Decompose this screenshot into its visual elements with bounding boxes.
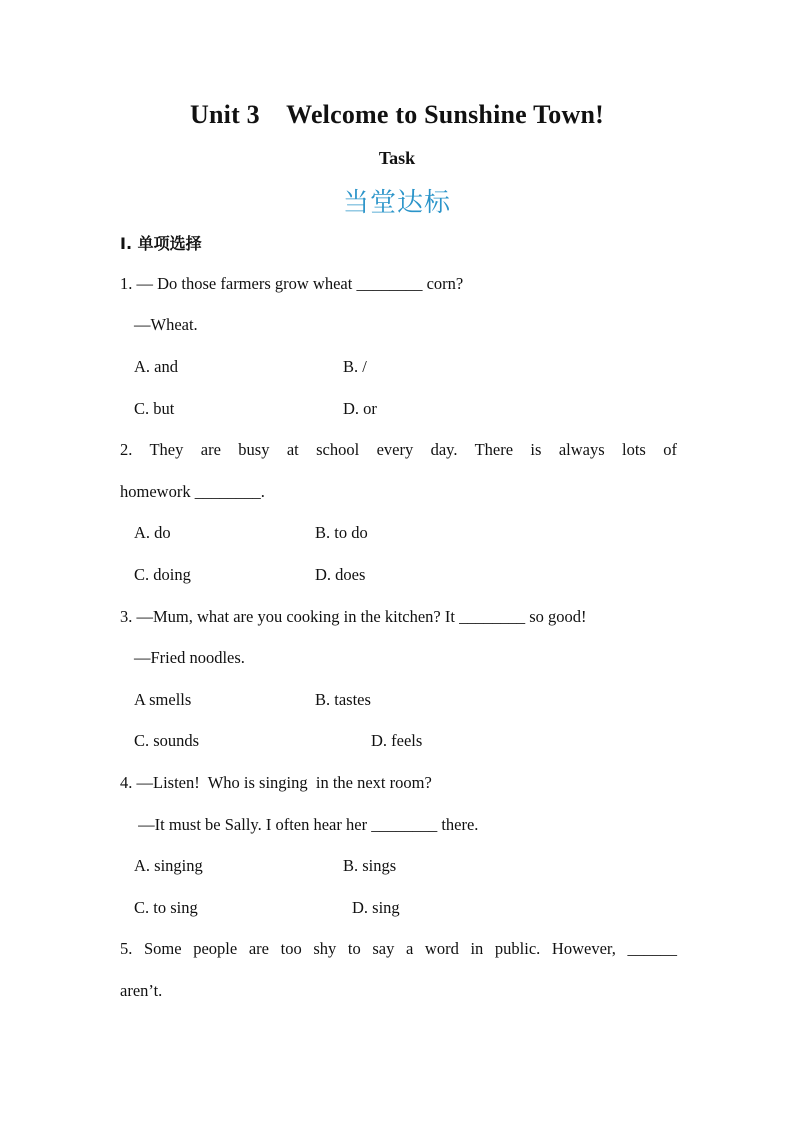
question-4-stem: 4. —Listen! Who is singing in the next room? [120, 773, 432, 792]
question-3-stem: 3. —Mum, what are you cooking in the kitchen? It ________ so good! [120, 607, 587, 626]
question-3-option-a: A smells [134, 690, 192, 709]
question-1-option-c: C. but [134, 399, 175, 418]
question-1-option-a: A. and [134, 357, 178, 376]
question-4-option-a: A. singing [134, 856, 203, 875]
section-label: Ⅰ. 单项选择 [120, 234, 202, 253]
question-4-reply: —It must be Sally. I often hear her ________ there. [134, 815, 479, 834]
question-1-option-d: D. or [343, 399, 377, 418]
question-2-stem-line-1: 2. They are busy at school every day. There is always lots of [120, 440, 677, 459]
question-2-option-a: A. do [134, 523, 171, 542]
question-3-reply: —Fried noodles. [134, 648, 245, 667]
question-3-option-d: D. feels [371, 731, 423, 750]
document-subtitle: Task [378, 148, 416, 168]
question-2-option-b: B. to do [315, 523, 368, 542]
question-5-stem-line-2: aren’t. [120, 981, 163, 1000]
question-1-option-b: B. / [343, 357, 367, 376]
question-3-option-b: B. tastes [315, 690, 371, 709]
question-2-option-d: D. does [315, 565, 366, 584]
document-title: Unit 3 Welcome to Sunshine Town! [190, 100, 604, 129]
question-2-option-c: C. doing [134, 565, 191, 584]
question-5-stem-line-1: 5. Some people are too shy to say a word in public. However, ______ [120, 939, 677, 958]
question-2-stem-line-2: homework ________. [120, 482, 265, 501]
practice-heading: 当堂达标 [342, 188, 451, 218]
question-1-reply: —Wheat. [134, 315, 198, 334]
question-3-option-c: C. sounds [134, 731, 200, 750]
question-4-option-c: C. to sing [134, 898, 198, 917]
question-1-stem: 1. — Do those farmers grow wheat ________ corn? [120, 274, 464, 293]
question-4-option-d: D. sing [352, 898, 400, 917]
question-4-option-b: B. sings [343, 856, 397, 875]
